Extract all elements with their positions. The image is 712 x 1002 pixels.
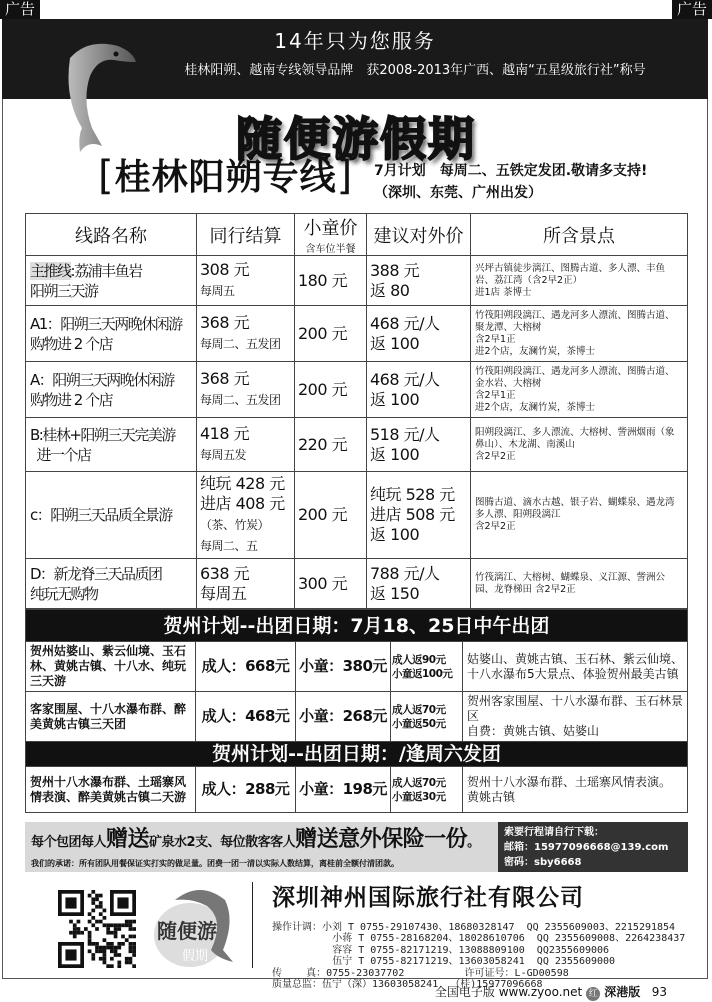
table-header-row xyxy=(26,214,688,256)
route-name: c：阳朔三天品质全景游 xyxy=(26,472,197,559)
spots-text: 图腾古道、滴水古越、银子岩、蝴蝶泉、遇龙湾多人漂、阳朔段漓江 xyxy=(475,497,675,520)
peer-price-value: 纯玩 428 元 xyxy=(200,474,285,493)
hezhou-plan-title: 贺州计划--出团日期：7月18、25日中午出团 xyxy=(26,610,688,642)
peer-price xyxy=(197,472,295,559)
child-price: 200 元 xyxy=(295,306,367,362)
route-name-text: A：阳朔三天两晚休闲游 xyxy=(30,370,174,389)
retail-price xyxy=(367,256,471,306)
spots xyxy=(463,767,688,813)
spots xyxy=(471,306,688,362)
peer-price-value: 638 元 xyxy=(200,563,250,583)
route-name-text: 购物进 2 个店 xyxy=(30,334,113,353)
page-footer xyxy=(435,983,667,1001)
peer-price-value: 418 元 xyxy=(200,424,250,443)
table-row xyxy=(26,306,688,362)
retail-value: 468 元/人 xyxy=(370,313,440,333)
rebate xyxy=(391,767,463,813)
spots xyxy=(471,472,688,559)
child-price: 180 元 xyxy=(295,256,367,306)
route-name-text: B:桂林+阳朔三天完美游 xyxy=(30,425,175,444)
hezhou-plan-title: 贺州计划--出团日期：/逢周六发团 xyxy=(26,742,688,767)
route-name-text: D：新龙脊三天品质团 xyxy=(30,564,162,583)
route-name xyxy=(26,306,197,362)
guilin-route-table xyxy=(25,213,688,609)
child-price: 300 元 xyxy=(295,559,367,609)
peer-price-value: 308 元 xyxy=(200,260,250,279)
spots-text: 进1店 茶博士 xyxy=(475,286,532,298)
svg-text:假期: 假期 xyxy=(181,949,209,964)
spots xyxy=(471,362,688,418)
spots: 竹筏漓江、大榕树、蝴蝶泉、义江源、訾洲公园、龙脊梯田 含2早2正 xyxy=(471,559,688,609)
table-row xyxy=(26,256,688,306)
promo-text: 矿泉水2支、每位散客客人 xyxy=(149,835,296,850)
retail-value: 进店 508 元 xyxy=(370,505,455,524)
spots-text: 含2早1正 xyxy=(475,333,516,345)
table-row xyxy=(26,418,688,472)
table-row xyxy=(26,472,688,559)
content-flow xyxy=(25,213,688,872)
edition-badge-icon: 红 xyxy=(586,987,600,1001)
col-child xyxy=(295,214,367,256)
peer-schedule: 每周二、五 xyxy=(200,539,258,553)
spots-text: 含2早1正 xyxy=(475,389,516,401)
child-rebate: 小童返50元 xyxy=(392,717,446,730)
hezhou-table xyxy=(25,609,688,813)
contact-line: 伍宁 T 0755-82171219、13603058241 QQ 2355609000 xyxy=(272,956,616,967)
contact-line: 操作计调：小刘 T 0755-29107430、18680328147 QQ 2355609003、2215291854 xyxy=(272,921,676,933)
col-peer: 同行结算 xyxy=(197,214,295,256)
peer-price xyxy=(197,256,295,306)
gift-promo xyxy=(25,822,498,872)
spots-text: 贺州十八水瀑布群、土瑶寨风情表演。 xyxy=(467,774,672,789)
peer-schedule: 每周五 xyxy=(200,583,247,603)
table-row xyxy=(26,362,688,418)
adult-price: 成人：288元 xyxy=(196,767,296,813)
spots: 姑婆山、黄姚古镇、玉石林、紫云仙境、十八水瀑布5大景点、体验贺州最美古镇 xyxy=(463,642,688,692)
spots xyxy=(471,256,688,306)
page-number: 93 xyxy=(651,985,667,999)
spots-text: 竹筏阳朔段漓江、遇龙河多人漂流、图腾古道、金水岩、大榕树 xyxy=(475,365,675,389)
rebate: 返 100 xyxy=(370,389,420,409)
peer-price-value: 368 元 xyxy=(200,369,250,388)
plan-info xyxy=(374,160,647,204)
route-name-text: 纯玩无购物 xyxy=(30,584,98,603)
hezhou-plan-header xyxy=(26,742,688,767)
peer-price xyxy=(197,306,295,362)
divider xyxy=(252,882,253,968)
table-row xyxy=(26,559,688,609)
insurance-highlight: 赠送意外保险一份 xyxy=(295,827,468,852)
retail-value: 788 元/人 xyxy=(370,563,440,583)
route-name xyxy=(26,559,197,609)
contact-line: 传 真：0755-23037702 许可证号：L-GD00598 xyxy=(272,967,569,979)
banner-slogan: 14年只为您服务 xyxy=(274,29,436,53)
download-info xyxy=(498,822,688,872)
promo-row xyxy=(25,822,688,872)
retail-price xyxy=(367,559,471,609)
contact-line: 小蒋 T 0755-28168204、18028610706 QQ 2355609008、2264238437 xyxy=(272,933,686,944)
spots-text: 兴坪古镇徒步漓江、图腾古道、多人漂、丰鱼岩、荔江湾（含2早2正） xyxy=(475,262,666,286)
retail-value: 468 元/人 xyxy=(370,369,440,389)
child-rebate: 小童返30元 xyxy=(392,790,446,803)
rebate xyxy=(391,642,463,692)
col-retail: 建议对外价 xyxy=(367,214,471,256)
ad-label-right: 广告 xyxy=(672,0,712,19)
col-spots: 所含景点 xyxy=(471,214,688,256)
ad-label-left: 广告 xyxy=(0,0,40,19)
route-name-text: 进一个店 xyxy=(36,445,91,464)
route-name xyxy=(26,362,197,418)
retail-price xyxy=(367,306,471,362)
rebate: 返 100 xyxy=(370,525,420,544)
spots xyxy=(471,418,688,472)
child-price: 小童：380元 xyxy=(296,642,391,692)
gift-highlight: 赠送 xyxy=(106,827,150,852)
footer-edition: 深港版 xyxy=(604,985,641,999)
spots-text: 含2早2正 xyxy=(475,450,516,462)
page-title: 随便游假期 xyxy=(236,112,476,166)
promo-text: 。 xyxy=(467,835,480,850)
spots-text: 进2个店，友澜竹炭，茶博士 xyxy=(475,401,596,413)
route-name-text: :荔浦丰鱼岩 xyxy=(70,261,142,280)
table-row xyxy=(26,642,688,692)
route-name: 贺州十八水瀑布群、土瑶寨风情表演、醉美黄姚古镇二天游 xyxy=(26,767,196,813)
spots-text: 竹筏阳朔段漓江、遇龙河多人漂流、图腾古道、聚龙潭、大榕树 xyxy=(475,309,675,333)
rebate: 返 80 xyxy=(370,280,410,300)
col-route: 线路名称 xyxy=(26,214,197,256)
spots-text: 自费：黄姚古镇、姑婆山 xyxy=(467,724,600,738)
route-subtitle: [桂林阳朔专线] xyxy=(98,153,354,199)
spots-text: 黄姚古镇 xyxy=(467,789,516,804)
featured-tag: 主推线 xyxy=(30,261,71,280)
peer-schedule: 每周五发 xyxy=(200,448,247,462)
peer-schedule: 每周二、五发团 xyxy=(200,393,281,407)
peer-price xyxy=(197,418,295,472)
route-name-text: A1：阳朔三天两晚休闲游 xyxy=(30,314,182,333)
spots-text: 进2个店，友澜竹炭，茶博士 xyxy=(475,345,596,357)
retail-value: 388 元 xyxy=(370,260,420,280)
route-name: 客家围屋、十八水瀑布群、醉美黄姚古镇三天团 xyxy=(26,692,196,742)
retail-value: 518 元/人 xyxy=(370,424,440,444)
gift-text xyxy=(31,825,492,858)
promise-text: 我们的承诺：所有团队用餐保证实打实的做足量。团费一团一清以实际人数结算，离桂前全额付清团款。 xyxy=(31,859,399,868)
adult-rebate: 成人返90元 xyxy=(392,653,446,666)
col-child-note: 含车位半餐 xyxy=(305,244,356,255)
rebate: 返 150 xyxy=(370,583,420,603)
contact-line: 容容 T 0755-82171219、13088809100 QQ2355609006 xyxy=(272,944,610,956)
spots-text: 贺州客家围屋、十八水瀑布群、玉石林景区 xyxy=(467,694,684,723)
peer-price-value: 368 元 xyxy=(200,313,250,332)
child-price: 小童：198元 xyxy=(296,767,391,813)
banner-award: 桂林阳朔、越南专线领导品牌 获2008-2013年广西、越南“五星级旅行社”称号 xyxy=(184,63,646,78)
footer-site[interactable]: 全国电子版 www.zyoo.net xyxy=(434,985,583,999)
peer-price-value: 进店 408 元 xyxy=(200,494,285,513)
retail-price xyxy=(367,362,471,418)
table-row xyxy=(26,767,688,813)
child-price: 220 元 xyxy=(295,418,367,472)
route-name: 贺州姑婆山、紫云仙境、玉石林、黄姚古镇、十八水、纯玩三天游 xyxy=(26,642,196,692)
download-email[interactable]: 邮箱：15977096668@139.com xyxy=(504,842,669,853)
plan-departure: （深圳、东莞、广州出发） xyxy=(374,185,542,201)
promo-text: 每个包团每人 xyxy=(31,835,107,850)
plan-schedule: 7月计划 每周二、五铁定发团.敬请多支持! xyxy=(374,163,648,179)
svg-text:随便游: 随便游 xyxy=(157,919,217,943)
table-row xyxy=(26,692,688,742)
child-price: 小童：268元 xyxy=(296,692,391,742)
spots-text: 阳朔段漓江、多人漂流、大榕树、訾洲烟雨（象鼻山）、木龙湖、南溪山 xyxy=(475,426,675,450)
peer-schedule: 每周二、五发团 xyxy=(200,337,281,351)
col-child-label: 小童价 xyxy=(303,218,358,239)
adult-rebate: 成人返70元 xyxy=(392,703,446,716)
rebate: 返 100 xyxy=(370,444,420,464)
qr-code-icon[interactable] xyxy=(58,890,136,968)
download-password: 密码：sby6668 xyxy=(504,857,582,868)
adult-rebate: 成人返70元 xyxy=(392,776,446,789)
route-name-text: 购物进 2 个店 xyxy=(30,390,113,409)
route-name xyxy=(26,418,197,472)
child-rebate: 小童返100元 xyxy=(392,667,453,680)
retail-price xyxy=(367,418,471,472)
peer-schedule: 每周五 xyxy=(200,284,235,298)
route-name-text: 阳朔三天游 xyxy=(30,281,98,300)
hezhou-plan-header xyxy=(26,610,688,642)
spots-text: 含2早2正 xyxy=(475,521,516,532)
company-name: 深圳神州国际旅行社有限公司 xyxy=(272,885,584,911)
adult-price: 成人：468元 xyxy=(196,692,296,742)
retail-value: 纯玩 528 元 xyxy=(370,485,455,504)
retail-price xyxy=(367,472,471,559)
peer-note: （茶、竹炭） xyxy=(200,518,270,532)
rebate: 返 100 xyxy=(370,333,420,353)
contact-line: 质量总监：伍宁（深）13603058241 （桂)15977096668 xyxy=(272,979,543,990)
spots xyxy=(463,692,688,742)
route-name xyxy=(26,256,197,306)
rebate xyxy=(391,692,463,742)
adult-price: 成人：668元 xyxy=(196,642,296,692)
peer-price xyxy=(197,362,295,418)
download-title: 索要行程请自行下载： xyxy=(504,827,604,838)
peer-price xyxy=(197,559,295,609)
company-logo-icon xyxy=(145,880,240,970)
child-price: 200 元 xyxy=(295,362,367,418)
child-price: 200 元 xyxy=(295,472,367,559)
route-subtitle-text: 桂林阳朔专线 xyxy=(114,157,337,198)
